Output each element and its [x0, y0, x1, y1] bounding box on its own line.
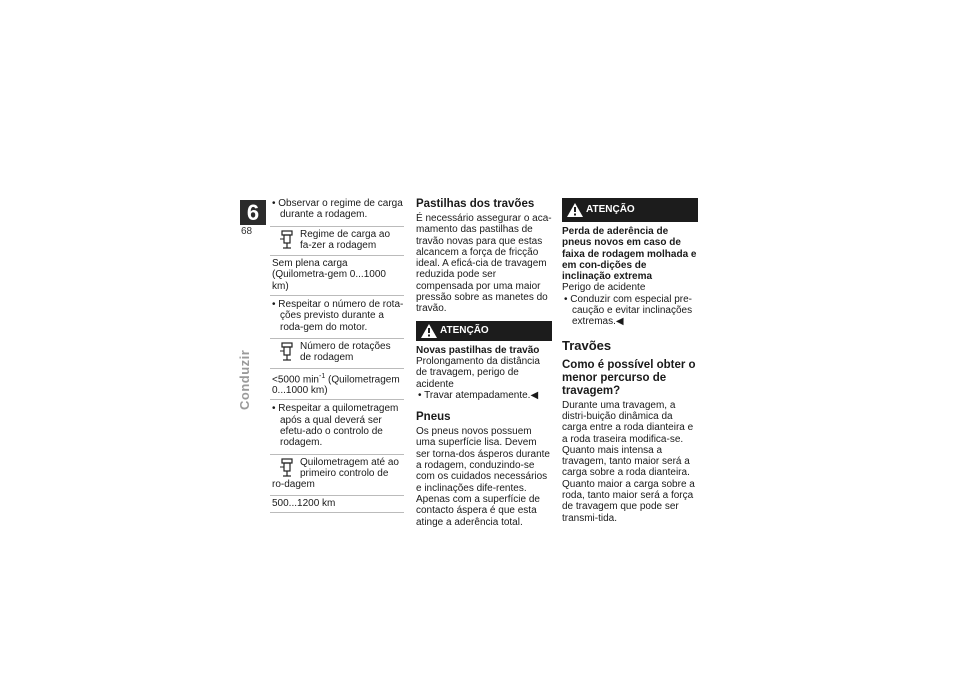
- spec-header-text: Quilometragem até ao primeiro controlo de ro-dagem: [272, 456, 399, 491]
- column-2: [416, 198, 552, 528]
- spec-header: [270, 455, 404, 496]
- tyres-paragraph: Os pneus novos possuem uma superfície lisa. Devem ser torna-dos ásperos durante a rodagem, conduzindo-se com os cuidados necessários e inclinações dife-rentes. Apenas com a superfície de contacto áspera é que esta atinge a aderência total.: [416, 426, 550, 528]
- spec-box-mileage: [270, 454, 404, 513]
- warning-text: Prolongamento da distância de travagem, perigo de acidente: [416, 355, 540, 390]
- warning-label: ATENÇÃO: [586, 204, 635, 215]
- warning-triangle-icon: [421, 324, 437, 338]
- spec-value-pre: <5000 min: [272, 373, 319, 385]
- brake-pads-heading: Pastilhas dos travões: [416, 198, 535, 210]
- warning-bar: [562, 198, 698, 222]
- spec-value: 500...1200 km: [270, 496, 404, 513]
- engine-gauge-icon: [280, 342, 294, 362]
- spec-value-sup: -1: [318, 372, 326, 380]
- bullet-mileage: • Respeitar a quilometragem após a qual deverá ser efetu-ado o controlo de rodagem.: [272, 403, 399, 449]
- warning-bullet-text: Conduzir com especial pre-caução e evitar inclinações extremas.: [570, 293, 693, 328]
- warning-bullet: • Travar atempadamente.◀: [418, 389, 539, 401]
- warning-text: Perigo de acidente: [562, 282, 646, 294]
- page-number: 68: [241, 226, 253, 237]
- bullet-rpm: • Respeitar o número de rota-ções previsto durante a roda-gem do motor.: [272, 299, 404, 333]
- spec-value-post: (Quilometragem 0...1000 km): [272, 373, 400, 397]
- spec-header: [270, 227, 404, 257]
- spec-header-text: Regime de carga ao fa-zer a rodagem: [300, 228, 391, 251]
- spec-value: [270, 369, 404, 401]
- end-mark-icon: ◀: [615, 316, 624, 328]
- brakes-heading: Travões: [562, 337, 612, 353]
- engine-gauge-icon: [280, 458, 294, 478]
- braking-distance-heading: Como é possível obter o menor percurso de travagem?: [562, 358, 696, 397]
- braking-paragraph: Durante uma travagem, a distri-buição dinâmica da carga entre a roda dianteira e a roda traseira modifica-se. Quanto mais intensa a travagem, tanto maior será a carga sobre a roda dianteira. Quanto maior a carga sobre a roda, tanto maior será a força de travagem que pode ser transmi-tida.: [562, 399, 695, 524]
- spec-header-text: Número de rotações de rodagem: [300, 340, 391, 364]
- warning-title: Novas pastilhas de travão: [416, 344, 540, 356]
- warning-label: ATENÇÃO: [440, 324, 489, 336]
- bullet-mileage-text: Respeitar a quilometragem após a qual deverá ser efetu-ado o controlo de rodagem.: [278, 403, 399, 449]
- column-3: [562, 198, 698, 524]
- column-1: [270, 198, 410, 513]
- spec-value: Sem plena carga (Quilometra-gem 0...1000 km): [270, 256, 404, 296]
- warning-bar: [416, 321, 552, 341]
- bullet-load: • Observar o regime de carga durante a rodagem.: [272, 198, 403, 221]
- bullet-load-text: Observar o regime de carga durante a rodagem.: [278, 198, 403, 221]
- spec-header: [270, 339, 404, 369]
- section-title: [237, 260, 252, 410]
- warning-triangle-icon: [567, 203, 583, 217]
- bullet-rpm-text: Respeitar o número de rota-ções previsto durante a roda-gem do motor.: [278, 299, 404, 333]
- end-mark-icon: ◀: [530, 389, 539, 401]
- chapter-number: 6: [240, 200, 266, 225]
- warning-bullet: • Conduzir com especial pre-caução e evitar inclinações extremas.◀: [564, 293, 693, 328]
- warning-title: Perda de aderência de pneus novos em caso de faixa de rodagem molhada e em con-dições de inclinação extrema: [562, 226, 697, 283]
- spec-box-load: [270, 226, 404, 296]
- warning-bullet-text: Travar atempadamente.: [424, 389, 531, 401]
- tyres-heading: Pneus: [416, 411, 451, 424]
- section-title-text: Conduzir: [237, 349, 252, 410]
- brake-pads-paragraph: É necessário assegurar o aca-mamento das pastilhas de travão novas para que estas alcancem a força de fricção ideal. A eficá-cia de travagem reduzida pode ser compensada por uma maior pressão sobre as manetes do travão.: [416, 213, 552, 315]
- spec-box-rpm: [270, 338, 404, 401]
- engine-gauge-icon: [280, 230, 294, 250]
